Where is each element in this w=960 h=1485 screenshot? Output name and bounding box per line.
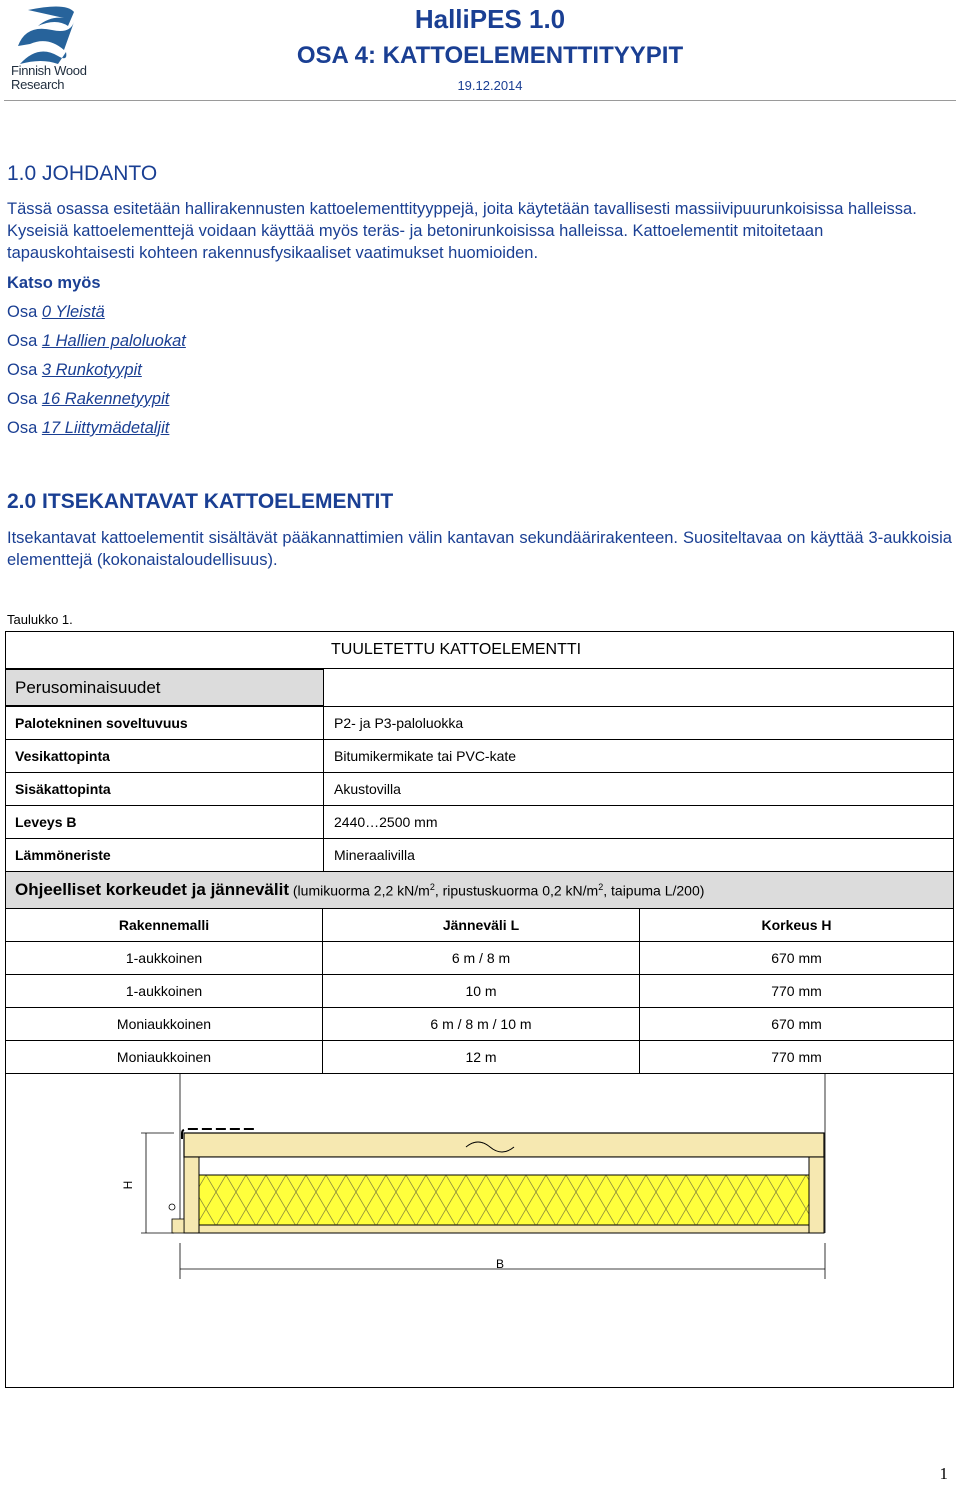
column-header: Rakennemalli <box>6 908 323 942</box>
guide-note: (lumikuorma 2,2 $kN/m^2$, ripustuskuorma 0,2 $kN/m^2$, taipuma L/200) <box>292 881 705 899</box>
document-title: HalliPES 1.0 <box>414 4 566 34</box>
dimension-marker-icon <box>169 1204 175 1210</box>
side-rib-right <box>809 1157 824 1233</box>
see-also-label: Katso myös <box>7 274 101 292</box>
property-value: Akustovilla <box>323 772 953 806</box>
table-cell: 1-aukkoinen <box>6 941 323 975</box>
document-subtitle: OSA 4: KATTOELEMENTTITYYPIT <box>296 42 684 69</box>
link-osa-0[interactable]: 0 Yleistä <box>41 303 105 321</box>
section-1-paragraph: Tässä osassa esitetään hallirakennusten kattoelementtityyppejä, joita käytetään tavallisesti massiivipuurunkoisissa halleissa. Kyseisiä kattoelementtejä voidaan käyttää myös teräs- ja betonirunkoisissa halleissa. Kattoelementit mitoitetaan tapauskohtaisesti kohteen rakennusfysikaaliset vaatimukset huomioiden. <box>7 200 917 262</box>
see-also-item: Osa 0 Yleistä <box>7 303 105 321</box>
dimension-b-label: B <box>495 1257 505 1271</box>
table-caption: Taulukko 1. <box>7 612 73 627</box>
property-value: P2- ja P3-paloluokka <box>323 706 953 740</box>
see-also-item: Osa 1 Hallien paloluokat <box>7 332 186 350</box>
property-value: Mineraalivilla <box>323 838 953 872</box>
table-cell: 6 m / 8 m <box>322 941 640 975</box>
table-cell: 1-aukkoinen <box>6 974 323 1008</box>
see-also-item: Osa 16 Rakennetyypit <box>7 390 170 408</box>
property-label: Leveys B <box>6 805 324 839</box>
column-header: Jänneväli L <box>322 908 640 942</box>
table-cell: 6 m / 8 m / 10 m <box>322 1007 640 1041</box>
property-label: Lämmöneriste <box>6 838 324 872</box>
side-rib-left <box>184 1157 199 1233</box>
dimension-h-label: H <box>121 1180 135 1190</box>
property-label: Palotekninen soveltuvuus <box>6 706 324 740</box>
property-value: 2440…2500 mm <box>323 805 953 839</box>
roof-element-section-drawing <box>6 1073 953 1387</box>
table-cell: Moniaukkoinen <box>6 1007 323 1041</box>
basic-properties-header: Perusominaisuudet <box>6 669 324 706</box>
roof-element-table <box>5 631 954 1388</box>
table-cell: 12 m <box>322 1040 640 1074</box>
table-cell: Moniaukkoinen <box>6 1040 323 1074</box>
bottom-batten <box>172 1219 184 1233</box>
bottom-timber-panel <box>199 1225 809 1233</box>
see-also-item: Osa 17 Liittymädetaljit <box>7 419 170 437</box>
section-1-heading: 1.0 JOHDANTO <box>7 162 158 185</box>
mineral-wool-insulation <box>199 1175 809 1225</box>
property-label: Sisäkattopinta <box>6 772 324 806</box>
section-2-paragraph: Itsekantavat kattoelementit sisältävät pääkannattimien välin kantavan sekundäärirakenteen. Suositeltavaa on käyttää 3-aukkoisia elementtejä (kokonaistaloudellisuus). <box>7 529 952 569</box>
property-value: Bitumikermikate tai PVC-kate <box>323 739 953 773</box>
see-also-item: Osa 3 Runkotyypit <box>7 361 142 379</box>
link-osa-1[interactable]: 1 Hallien paloluokat <box>41 332 186 350</box>
guide-title: Ohjeelliset korkeudet ja jännevälit <box>15 880 289 899</box>
column-header: Korkeus H <box>639 908 953 942</box>
top-timber-panel <box>184 1133 824 1157</box>
guide-header <box>6 871 953 909</box>
link-osa-17[interactable]: 17 Liittymädetaljit <box>41 419 170 437</box>
table-cell: 670 mm <box>639 1007 953 1041</box>
ventilation-gap <box>184 1157 824 1175</box>
header-divider <box>4 100 956 101</box>
property-label: Vesikattopinta <box>6 739 324 773</box>
table-cell: 770 mm <box>639 1040 953 1074</box>
table-cell: 770 mm <box>639 974 953 1008</box>
dimension-h <box>141 1133 174 1233</box>
table-title: TUULETETTU KATTOELEMENTTI <box>6 632 953 669</box>
table-cell: 10 m <box>322 974 640 1008</box>
table-cell: 670 mm <box>639 941 953 975</box>
org-name: Finnish Wood Research <box>11 63 87 92</box>
link-osa-16[interactable]: 16 Rakennetyypit <box>41 390 170 408</box>
link-osa-3[interactable]: 3 Runkotyypit <box>41 361 142 379</box>
section-2-heading: 2.0 ITSEKANTAVAT KATTOELEMENTIT <box>7 490 394 513</box>
page-number: 1 <box>939 1464 948 1483</box>
document-date: 19.12.2014 <box>457 78 523 93</box>
